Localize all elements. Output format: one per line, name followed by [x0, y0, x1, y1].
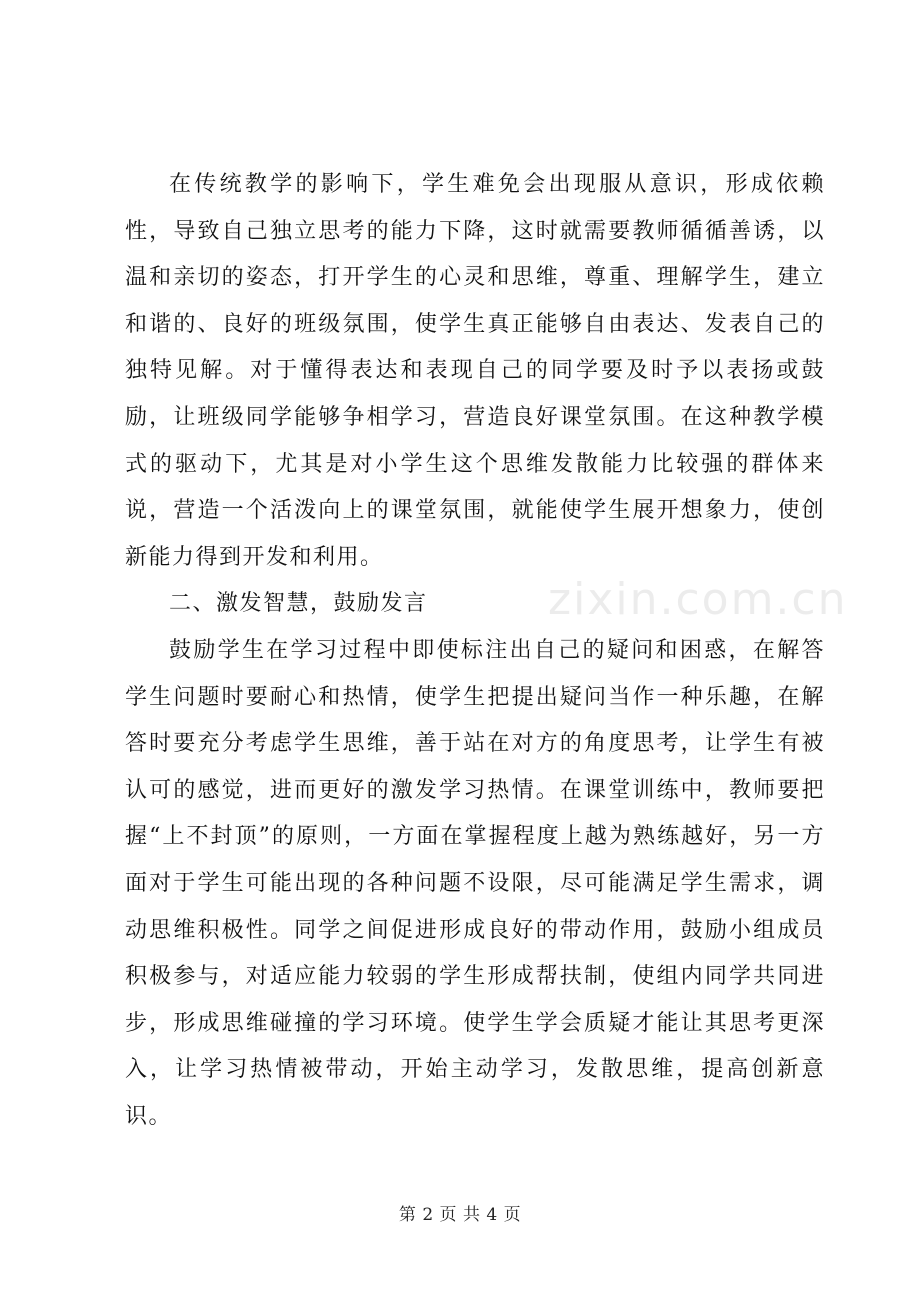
paragraph-classroom-atmosphere: 在传统教学的影响下，学生难免会出现服从意识，形成依赖性，导致自己独立思考的能力下降，这时就需要教师循循善诱，以温和亲切的姿态，打开学生的心灵和思维，尊重、理解学生，建立和谐的、良好的班级氛围，使学生真正能够自由表达、发表自己的独特见解。对于懂得表达和表现自己的同学要及时予以表扬或鼓励，让班级同学能够争相学习，营造良好课堂氛围。在这种教学模式的驱动下，尤其是对小学生这个思维发散能力比较强的群体来说，营造一个活泼向上的课堂氛围，就能使学生展开想象力，使创新能力得到开发和利用。 — [125, 172, 825, 570]
page-footer: 第 2 页 共 4 页 — [398, 1205, 522, 1225]
document-body — [125, 162, 825, 1140]
watermark: zixin.com.cn — [548, 574, 848, 625]
section-heading: 二、激发智慧，鼓励发言 — [169, 591, 428, 617]
paragraph-encourage-speaking: 鼓励学生在学习过程中即使标注出自己的疑问和困惑，在解答学生问题时要耐心和热情，使学生把提出疑问当作一种乐趣，在解答时要充分考虑学生思维，善于站在对方的角度思考，让学生有被认可的感觉，进而更好的激发学习热情。在课堂训练中，教师要把握“上不封顶”的原则，一方面在掌握程度上越为熟练越好，另一方面对于学生可能出现的各种问题不设限，尽可能满足学生需求，调动思维积极性。同学之间促进形成良好的带动作用，鼓励小组成员积极参与，对适应能力较弱的学生形成帮扶制，使组内同学共同进步，形成思维碰撞的学习环境。使学生学会质疑才能让其思考更深入，让学习热情被带动，开始主动学习，发散思维，提高创新意识。 — [125, 637, 825, 1129]
